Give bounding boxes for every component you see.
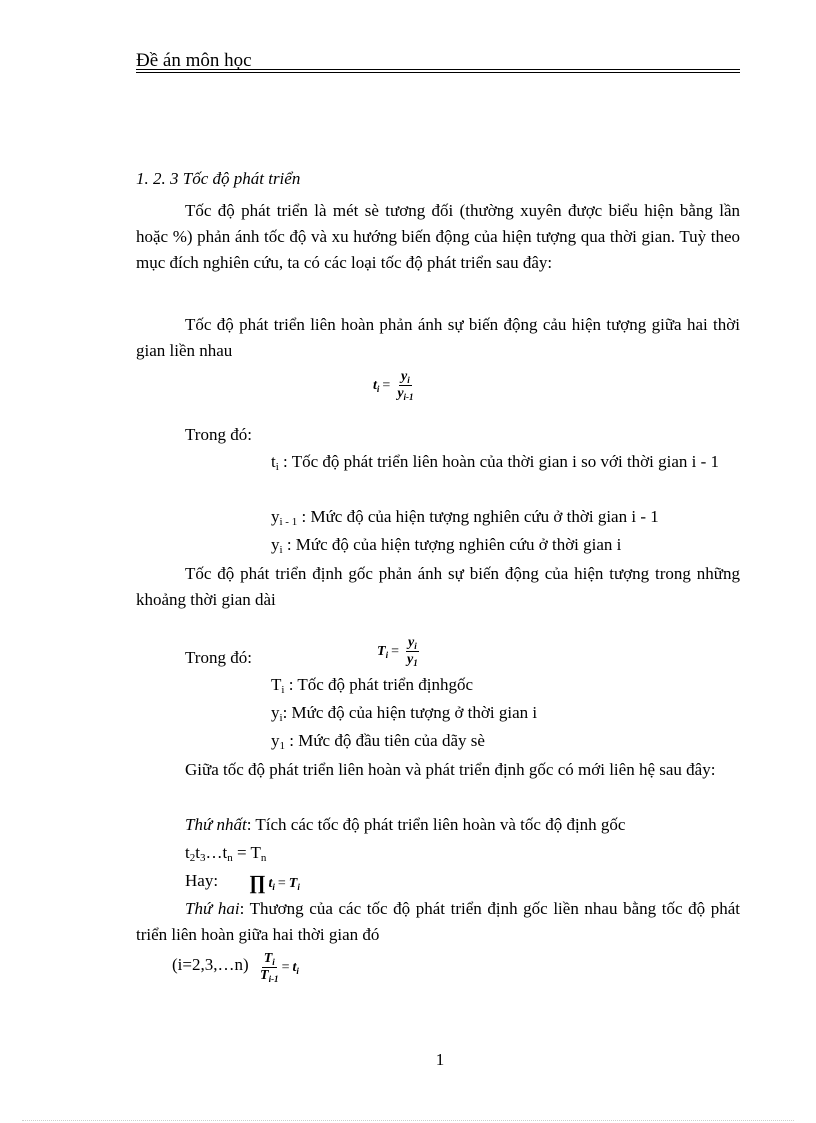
where1-item-y: $y_i$ : Mức độ của hiện tượng nghiên cứu ở thời gian i — [271, 535, 622, 556]
first-relation: Thứ nhất: Tích các tốc độ phát triển liên hoàn và tốc độ định gốc — [185, 815, 626, 834]
formula-product: ∏ $t_i$ = $T_i$ — [249, 872, 300, 894]
formula-chain-rate: $t_i$ = $\frac{y_i}{y_{i-1}}$ — [373, 369, 414, 402]
where1-item-y-prev: $y_{i - 1}$ : Mức độ của hiện tượng nghiên cứu ở thời gian i - 1 — [271, 507, 659, 528]
page-number: 1 — [435, 1050, 445, 1069]
paragraph-chain-rate: Tốc độ phát triển liên hoàn phản ánh sự biến động cảu hiện tượng giữa hai thời gian liền nhau — [136, 315, 740, 361]
where2-item-y: $y_i$: Mức độ của hiện tượng ở thời gian i — [271, 703, 538, 724]
where1-item-t: $t_i$ : Tốc độ phát triển liên hoàn của thời gian i so với thời gian i - 1 — [271, 452, 720, 473]
header-title: Đề án môn học — [136, 50, 252, 71]
paragraph-base-rate: Tốc độ phát triển định gốc phản ánh sự biến động của hiện tượng trong những khoảng thời gian dài — [136, 564, 740, 610]
header-rule-bottom — [136, 72, 740, 73]
formula2-fraction: $\frac{y_i}{y_1}$ — [406, 635, 418, 668]
formula-quotient: $\frac{T_i}{T_{i-1}}$ = $t_i$ — [260, 951, 299, 984]
hay-label: Hay: — [185, 871, 219, 890]
section-heading: 1. 2. 3 Tốc độ phát triển — [136, 169, 301, 188]
condition-range: (i=2,3,…n) — [172, 955, 249, 974]
formula2-lhs: $T_i$ — [377, 643, 389, 660]
where-label-1: Trong đó: — [185, 425, 252, 444]
header-rule-top — [136, 69, 740, 70]
formula1-lhs: $t_i$ — [373, 377, 380, 394]
paragraph-relation: Giữa tốc độ phát triển liên hoàn và phát triển định gốc có mới liên hệ sau đây: — [185, 760, 716, 779]
paragraph-intro: Tốc độ phát triển là mét sè tương đối (thường xuyên được biểu hiện bằng lần hoặc %) phản ánh tốc độ và xu hướng biến động của hiện tượng qua thời gian. Tuỳ theo mục đích nghiên cứu, ta có các loại tốc độ phát triển sau đây: — [136, 201, 740, 273]
where-label-2: Trong đó: — [185, 648, 252, 667]
formula1-fraction: $\frac{y_i}{y_{i-1}}$ — [397, 369, 414, 402]
page-bottom-rule — [22, 1120, 794, 1121]
product-equation: $t_2t_3\dots t_n = T_n$ — [185, 843, 267, 864]
where2-item-T: $T_i$ : Tốc độ phát triển địnhgốc — [271, 675, 473, 696]
second-relation: Thứ hai: Thương của các tốc độ phát triển định gốc liền nhau bằng tốc độ phát triển liên hoàn giữa hai thời gian đó — [136, 899, 740, 945]
formula-base-rate: $T_i$ = $\frac{y_i}{y_1}$ — [377, 635, 418, 668]
where2-item-y1: $y_1$ : Mức độ đầu tiên của dãy sè — [271, 731, 485, 752]
formula3-fraction: $\frac{T_i}{T_{i-1}}$ — [260, 951, 279, 984]
